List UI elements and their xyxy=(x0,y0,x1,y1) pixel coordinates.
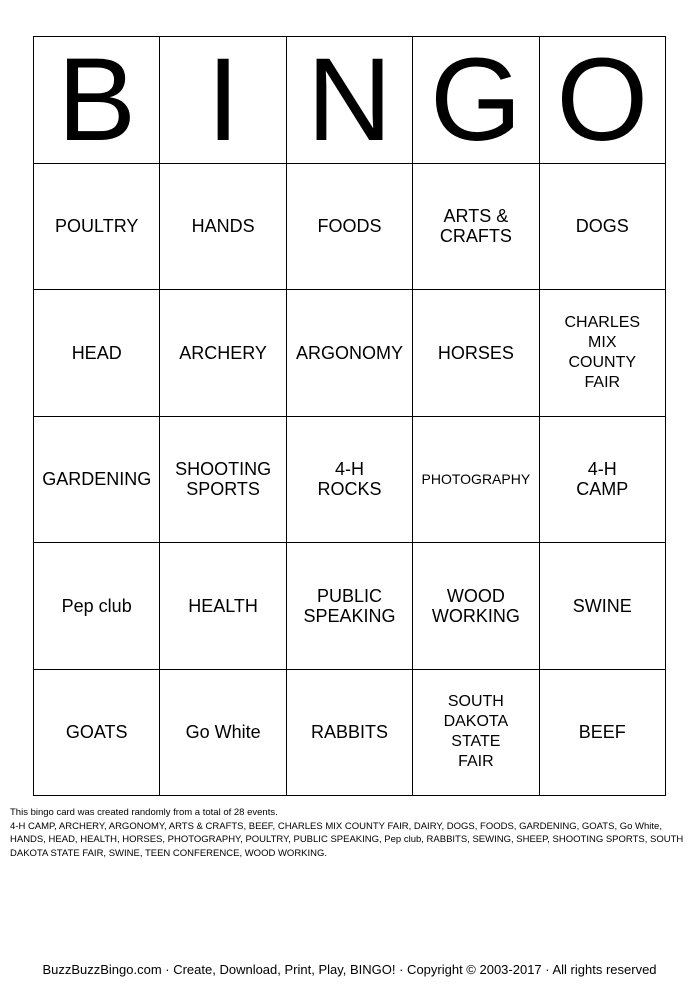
bingo-cell: ARGONOMY xyxy=(286,290,412,417)
bingo-row-1 xyxy=(34,163,666,290)
bingo-row-4 xyxy=(34,543,666,670)
bingo-cell: HEAD xyxy=(34,290,160,417)
bingo-cell: Pep club xyxy=(34,543,160,670)
bingo-cell: ARCHERY xyxy=(160,290,286,417)
header-letter-b: B xyxy=(34,37,160,164)
bingo-cell: SOUTH DAKOTA STATE FAIR xyxy=(413,669,539,796)
bingo-cell: 4-H CAMP xyxy=(539,416,665,543)
bingo-cell: FOODS xyxy=(286,163,412,290)
note-summary: This bingo card was created randomly from a total of 28 events. xyxy=(10,807,278,818)
bingo-cell: BEEF xyxy=(539,669,665,796)
bingo-cell: POULTRY xyxy=(34,163,160,290)
bingo-cell: Go White xyxy=(160,669,286,796)
bingo-cell: 4-H ROCKS xyxy=(286,416,412,543)
bingo-row-3 xyxy=(34,416,666,543)
bingo-cell: GARDENING xyxy=(34,416,160,543)
bingo-row-2 xyxy=(34,290,666,417)
bingo-cell: SHOOTING SPORTS xyxy=(160,416,286,543)
header-letter-g: G xyxy=(413,37,539,164)
bingo-cell: CHARLES MIX COUNTY FAIR xyxy=(539,290,665,417)
bingo-cell: DOGS xyxy=(539,163,665,290)
bingo-cell: GOATS xyxy=(34,669,160,796)
header-letter-n: N xyxy=(286,37,412,164)
note-event-list: 4-H CAMP, ARCHERY, ARGONOMY, ARTS & CRAFTS, BEEF, CHARLES MIX COUNTY FAIR, DAIRY, DOGS, FOODS, GARDENING, GOATS, Go White, HANDS, HEAD, HEALTH, HORSES, PHOTOGRAPHY, POULTRY, PUBLIC SPEAKING, Pep club, RABBITS, SEWING, SHEEP, SHOOTING SPORTS, SOUTH DAKOTA STATE FAIR, SWINE, TEEN CONFERENCE, WOOD WORKING. xyxy=(10,820,684,859)
bingo-cell: HEALTH xyxy=(160,543,286,670)
bingo-cell: PHOTOGRAPHY xyxy=(413,416,539,543)
bingo-cell: HANDS xyxy=(160,163,286,290)
bingo-cell: RABBITS xyxy=(286,669,412,796)
bingo-cell: PUBLIC SPEAKING xyxy=(286,543,412,670)
footer-copyright: BuzzBuzzBingo.com · Create, Download, Print, Play, BINGO! · Copyright © 2003-2017 · All rights reserved xyxy=(42,962,657,977)
event-note xyxy=(10,806,690,860)
bingo-cell: ARTS & CRAFTS xyxy=(413,163,539,290)
header-letter-i: I xyxy=(160,37,286,164)
bingo-card xyxy=(33,36,666,796)
bingo-header-row xyxy=(34,37,666,164)
bingo-cell: HORSES xyxy=(413,290,539,417)
header-letter-o: O xyxy=(539,37,665,164)
bingo-cell: SWINE xyxy=(539,543,665,670)
bingo-cell: WOOD WORKING xyxy=(413,543,539,670)
bingo-row-5 xyxy=(34,669,666,796)
